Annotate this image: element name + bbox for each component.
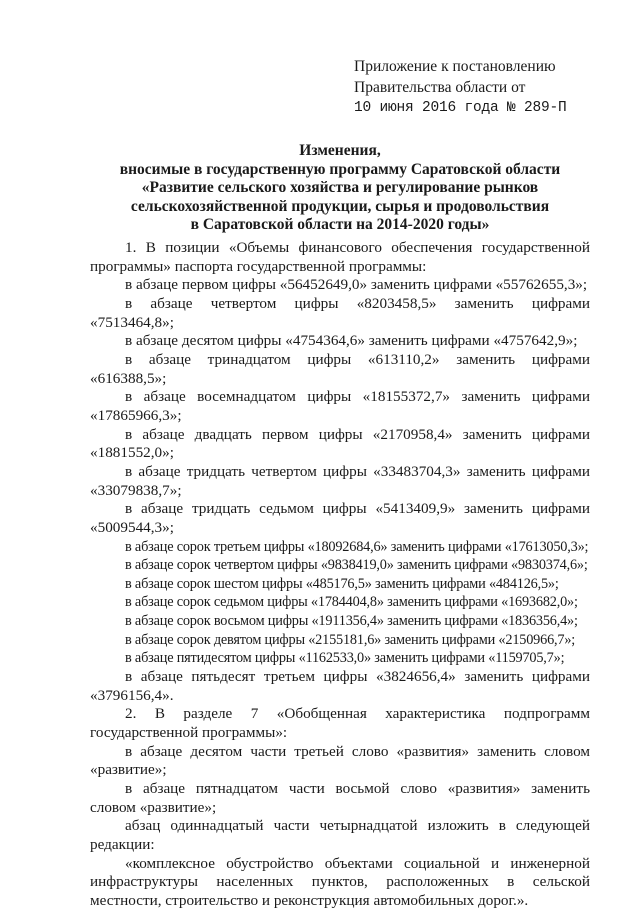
attachment-note bbox=[354, 56, 614, 119]
document-title bbox=[90, 142, 590, 235]
paragraph-9: в абзаце тридцать седьмом цифры «5413409,9» заменить цифрами «5009544,3»; bbox=[90, 500, 590, 536]
paragraph-2: в абзаце первом цифры «56452649,0» заменить цифрами «55762655,3»; bbox=[125, 276, 588, 294]
paragraph-6: в абзаце восемнадцатом цифры «18155372,7» заменить цифрами «17865966,3»; bbox=[90, 388, 590, 424]
paragraph-11: в абзаце сорок четвертом цифры «9838419,0» заменить цифрами «9830374,6»; bbox=[125, 557, 588, 574]
paragraph-14: в абзаце сорок восьмом цифры «1911356,4» заменить цифрами «1836356,4»; bbox=[125, 613, 578, 630]
paragraph-3: в абзаце четвертом цифры «8203458,5» заменить цифрами «7513464,8»; bbox=[90, 294, 590, 331]
paragraph-5: в абзаце тринадцатом цифры «613110,2» заменить цифрами «616388,5»; bbox=[90, 350, 590, 387]
paragraph-1: 1. В позиции «Объемы финансового обеспечения государственной программы» паспорта государственной программы: bbox=[90, 239, 590, 275]
paragraph-8: в абзаце тридцать четвертом цифры «33483704,3» заменить цифрами «33079838,7»; bbox=[90, 462, 590, 499]
attachment-line-1: Приложение к постановлению bbox=[354, 58, 556, 75]
paragraph-22: «комплексное обустройство объектами социальной и инженерной инфраструктуры населенных пунктов, расположенных в сельской местности, строительство и реконструкция автомобильных дорог.». bbox=[90, 854, 590, 909]
paragraph-10: в абзаце сорок третьем цифры «18092684,6» заменить цифрами «17613050,3»; bbox=[125, 538, 589, 555]
attachment-line-3: 10 июня 2016 года № 289-П bbox=[354, 100, 567, 116]
paragraph-15: в абзаце сорок девятом цифры «2155181,6» заменить цифрами «2150966,7»; bbox=[125, 631, 576, 648]
document-body bbox=[90, 239, 590, 911]
paragraph-17: в абзаце пятьдесят третьем цифры «3824656,4» заменить цифрами «3796156,4». bbox=[90, 668, 590, 704]
title-line-3: «Развитие сельского хозяйства и регулирование рынков bbox=[141, 179, 539, 197]
paragraph-16: в абзаце пятидесятом цифры «1162533,0» заменить цифрами «1159705,7»; bbox=[125, 650, 565, 667]
paragraph-4: в абзаце десятом цифры «4754364,6» заменить цифрами «4757642,9»; bbox=[125, 332, 578, 350]
paragraph-7: в абзаце двадцать первом цифры «2170958,4» заменить цифрами «1881552,0»; bbox=[90, 425, 590, 462]
paragraph-18: 2. В разделе 7 «Обобщенная характеристика подпрограмм государственной программы»: bbox=[90, 705, 590, 742]
title-line-2: вносимые в государственную программу Саратовской области bbox=[119, 160, 561, 178]
attachment-line-2: Правительства области от bbox=[354, 79, 526, 96]
paragraph-19: в абзаце десятом части третьей слово «развития» заменить словом «развитие»; bbox=[90, 742, 590, 779]
title-line-4: сельскохозяйственной продукции, сырья и продовольствия bbox=[130, 197, 550, 215]
title-line-1: Изменения, bbox=[299, 142, 381, 159]
paragraph-13: в абзаце сорок седьмом цифры «1784404,8» заменить цифрами «1693682,0»; bbox=[125, 594, 578, 611]
title-line-5: в Саратовской области на 2014-2020 годы» bbox=[190, 216, 490, 234]
paragraph-20: в абзаце пятнадцатом части восьмой слово «развития» заменить словом «развитие»; bbox=[90, 780, 590, 816]
paragraph-21: абзац одиннадцатый части четырнадцатой изложить в следующей редакции: bbox=[90, 817, 590, 853]
paragraph-12: в абзаце сорок шестом цифры «485176,5» заменить цифрами «484126,5»; bbox=[125, 575, 559, 592]
